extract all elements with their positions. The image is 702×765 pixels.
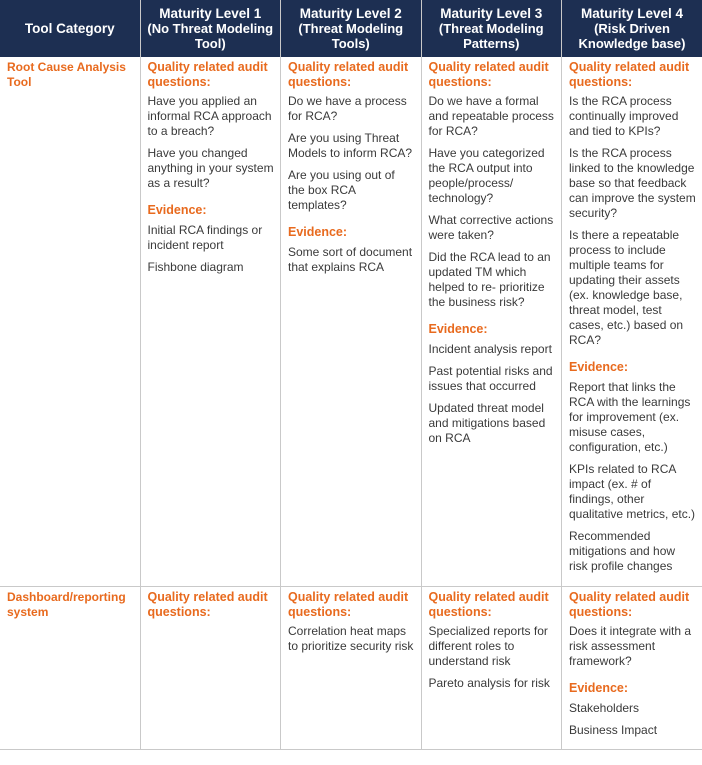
level-4-cell	[562, 57, 702, 587]
header-level-1	[140, 0, 281, 57]
category-cell	[0, 587, 140, 750]
audit-question: What corrective actions were taken?	[428, 213, 554, 242]
evidence-item: Incident analysis report	[428, 342, 552, 356]
audit-questions-heading: Quality related audit questions:	[428, 60, 549, 89]
audit-question: Correlation heat maps to prioritize security risk	[288, 624, 414, 653]
table-row	[0, 587, 702, 750]
evidence-item: Business Impact	[569, 723, 658, 737]
audit-question: Have you categorized the RCA output into people/process/ technology?	[428, 146, 545, 205]
evidence-heading: Evidence:	[147, 203, 207, 217]
header-level-4	[562, 0, 702, 57]
category-label: Dashboard/reporting system	[7, 590, 126, 619]
evidence-item: Past potential risks and issues that occurred	[428, 364, 553, 393]
audit-question: Is the RCA process linked to the knowledge base so that feedback can improve the system security?	[569, 146, 696, 220]
header-level-2	[281, 0, 422, 57]
audit-questions-heading: Quality related audit questions:	[569, 60, 690, 89]
audit-questions-heading: Quality related audit questions:	[147, 590, 268, 619]
evidence-heading: Evidence:	[288, 225, 348, 239]
header-level-3	[421, 0, 562, 57]
header-level-3-title: Maturity Level 3	[440, 6, 543, 21]
level-4-cell	[562, 587, 702, 750]
audit-questions-heading: Quality related audit questions:	[569, 590, 690, 619]
evidence-item: Updated threat model and mitigations based on RCA	[428, 401, 546, 445]
evidence-heading: Evidence:	[569, 681, 629, 695]
audit-question: Is there a repeatable process to include multiple teams for updating their assets (ex. knowledge base, threat model, test cases, etc.) based on RCA?	[569, 228, 684, 347]
table-row	[0, 57, 702, 587]
audit-questions-heading: Quality related audit questions:	[147, 60, 268, 89]
evidence-item: KPIs related to RCA impact (ex. # of findings, other qualitative metrics, etc.)	[569, 462, 696, 521]
audit-question: Have you changed anything in your system as a result?	[147, 146, 274, 190]
audit-questions-heading: Quality related audit questions:	[288, 60, 409, 89]
header-level-4-title: Maturity Level 4	[580, 6, 684, 21]
header-tool-category: Tool Category	[0, 0, 140, 57]
level-1-cell	[140, 587, 281, 750]
level-3-cell	[421, 57, 562, 587]
evidence-heading: Evidence:	[428, 322, 488, 336]
audit-question: Is the RCA process continually improved and tied to KPIs?	[569, 94, 679, 138]
header-level-2-sub: (Threat Modeling Tools)	[298, 21, 404, 51]
audit-question: Have you applied an informal RCA approach to a breach?	[147, 94, 272, 138]
level-2-cell	[281, 57, 422, 587]
category-cell	[0, 57, 140, 587]
audit-question: Did the RCA lead to an updated TM which helped to re- prioritize the business risk?	[428, 250, 551, 309]
audit-questions-heading: Quality related audit questions:	[428, 590, 549, 619]
header-level-4-sub: (Risk Driven Knowledge base)	[578, 21, 686, 51]
evidence-item: Stakeholders	[569, 701, 640, 715]
level-2-cell	[281, 587, 422, 750]
header-level-2-title: Maturity Level 2	[299, 6, 402, 21]
evidence-item: Some sort of document that explains RCA	[288, 245, 413, 274]
audit-questions-heading: Quality related audit questions:	[288, 590, 409, 619]
evidence-item: Recommended mitigations and how risk profile changes	[569, 529, 676, 573]
evidence-item: Initial RCA findings or incident report	[147, 223, 263, 252]
header-row	[0, 0, 702, 57]
audit-question: Do we have a formal and repeatable process for RCA?	[428, 94, 554, 138]
audit-question: Does it integrate with a risk assessment framework?	[569, 624, 692, 668]
audit-question: Are you using Threat Models to inform RCA?	[288, 131, 413, 160]
audit-question: Are you using out of the box RCA templates?	[288, 168, 395, 212]
evidence-heading: Evidence:	[569, 360, 629, 374]
level-1-cell	[140, 57, 281, 587]
audit-question: Do we have a process for RCA?	[288, 94, 407, 123]
category-label: Root Cause Analysis Tool	[7, 60, 126, 89]
audit-question: Pareto analysis for risk	[428, 676, 550, 690]
header-level-1-title: Maturity Level 1	[159, 6, 262, 21]
header-level-3-sub: (Threat Modeling Patterns)	[438, 21, 544, 51]
level-3-cell	[421, 587, 562, 750]
evidence-item: Report that links the RCA with the learnings for improvement (ex. misuse cases, configuration, etc.)	[569, 380, 691, 454]
header-level-1-sub: (No Threat Modeling Tool)	[147, 21, 274, 51]
audit-question: Specialized reports for different roles to understand risk	[428, 624, 548, 668]
evidence-item: Fishbone diagram	[147, 260, 244, 274]
